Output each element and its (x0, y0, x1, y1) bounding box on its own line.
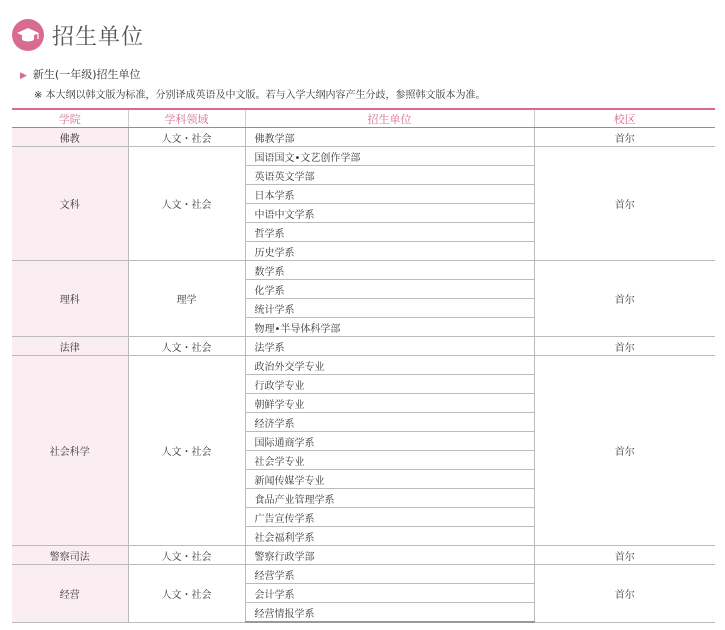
unit-cell: 国语国文•文艺创作学部 (245, 147, 534, 166)
campus-cell: 首尔 (534, 128, 715, 147)
campus-cell: 首尔 (534, 546, 715, 565)
table-row (12, 128, 715, 147)
unit-cell: 法学系 (245, 337, 534, 356)
college-cell: 社会科学 (12, 356, 128, 546)
page-header (12, 18, 144, 52)
unit-cell: 英语英文学部 (245, 166, 534, 185)
unit-cell: 哲学系 (245, 223, 534, 242)
campus-cell: 首尔 (534, 337, 715, 356)
campus-cell: 首尔 (534, 147, 715, 261)
campus-cell: 首尔 (534, 356, 715, 546)
unit-cell: 朝鲜学专业 (245, 394, 534, 413)
unit-cell: 日本学系 (245, 185, 534, 204)
field-cell: 人文・社会 (128, 565, 245, 623)
college-cell: 理科 (12, 261, 128, 337)
field-cell: 人文・社会 (128, 337, 245, 356)
table-row (12, 565, 715, 584)
unit-cell: 食品产业管理学系 (245, 489, 534, 508)
college-cell: 法律 (12, 337, 128, 356)
unit-cell: 历史学系 (245, 242, 534, 261)
unit-cell: 国际通商学系 (245, 432, 534, 451)
campus-cell: 首尔 (534, 261, 715, 337)
college-cell: 警察司法 (12, 546, 128, 565)
field-cell: 人文・社会 (128, 546, 245, 565)
unit-cell: 化学系 (245, 280, 534, 299)
table-row (12, 147, 715, 166)
section-subtitle: ▶ 新生(一年级)招生单位 (20, 68, 141, 81)
campus-cell: 首尔 (534, 565, 715, 623)
graduation-cap-icon (12, 19, 44, 51)
unit-cell: 中语中文学系 (245, 204, 534, 223)
unit-cell: 行政学专业 (245, 375, 534, 394)
unit-cell: 佛教学部 (245, 128, 534, 147)
field-cell: 人文・社会 (128, 128, 245, 147)
unit-cell: 政治外交学专业 (245, 356, 534, 375)
table-header-row (12, 109, 715, 128)
table-row (12, 546, 715, 565)
unit-cell: 社会学专业 (245, 451, 534, 470)
page-title: 招生单位 (52, 24, 145, 50)
triangle-bullet-icon: ▶ (20, 71, 27, 81)
unit-cell: 广告宣传学系 (245, 508, 534, 527)
unit-cell: 新闻传媒学专业 (245, 470, 534, 489)
header-field: 学科领域 (128, 109, 245, 128)
table-row (12, 337, 715, 356)
unit-cell: 经营学系 (245, 565, 534, 584)
unit-cell: 统计学系 (245, 299, 534, 318)
unit-cell: 社会福利学系 (245, 527, 534, 546)
field-cell: 人文・社会 (128, 147, 245, 261)
header-campus: 校区 (534, 109, 715, 128)
college-cell: 文科 (12, 147, 128, 261)
field-cell: 人文・社会 (128, 356, 245, 546)
header-unit: 招生单位 (245, 109, 534, 128)
unit-cell: 经营情报学系 (245, 603, 534, 623)
field-cell: 理学 (128, 261, 245, 337)
unit-cell: 物理•半导体科学部 (245, 318, 534, 337)
college-cell: 佛教 (12, 128, 128, 147)
college-cell: 经营 (12, 565, 128, 623)
table-row (12, 356, 715, 375)
table-row (12, 261, 715, 280)
translation-note: ※ 本大纲以韩文版为标准，分别译成英语及中文版。若与入学大纲内容产生分歧，参照韩文版本为准。 (34, 90, 486, 101)
header-college: 学院 (12, 109, 128, 128)
unit-cell: 经济学系 (245, 413, 534, 432)
unit-cell: 会计学系 (245, 584, 534, 603)
admission-units-table (12, 108, 715, 623)
unit-cell: 警察行政学部 (245, 546, 534, 565)
unit-cell: 数学系 (245, 261, 534, 280)
